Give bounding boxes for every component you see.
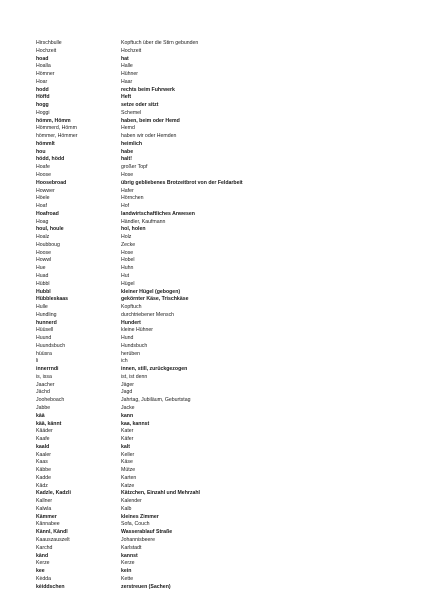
glossary-term: Kalwla bbox=[36, 505, 52, 512]
glossary-row bbox=[36, 312, 406, 320]
glossary-definition: Haar bbox=[121, 78, 133, 85]
glossary-row bbox=[36, 389, 406, 397]
glossary-term: Hoaf bbox=[36, 203, 47, 210]
glossary-row bbox=[36, 79, 406, 87]
glossary-row bbox=[36, 351, 406, 359]
glossary-definition: haben wir oder Hemden bbox=[121, 133, 177, 140]
glossary-definition: landwirtschaftliches Anwesen bbox=[121, 210, 195, 217]
glossary-term: Hoag bbox=[36, 218, 49, 225]
glossary-term: houl, houle bbox=[36, 226, 64, 233]
glossary-term: Kådz bbox=[36, 482, 48, 489]
glossary-term: Huundsbuch bbox=[36, 342, 66, 349]
glossary-term: Hoalz bbox=[36, 234, 50, 241]
glossary-term: Hoose bbox=[36, 249, 51, 256]
glossary-term: Kaauszauszelt bbox=[36, 537, 70, 543]
glossary-definition: Hemd bbox=[121, 125, 135, 132]
glossary-term: Kadde bbox=[36, 474, 52, 481]
glossary-row bbox=[36, 40, 406, 48]
glossary-definition: hat bbox=[121, 55, 129, 62]
glossary-row bbox=[36, 180, 406, 188]
glossary-definition: Zecke bbox=[121, 241, 136, 248]
glossary-row bbox=[36, 397, 406, 405]
glossary-definition: Katze bbox=[121, 482, 135, 489]
glossary-definition: kannst bbox=[121, 552, 138, 559]
glossary-term: kånd bbox=[36, 552, 49, 559]
glossary-term: Hübbleskaas bbox=[36, 296, 69, 303]
glossary-definition: haben, beim oder Hemd bbox=[121, 117, 180, 124]
glossary-row bbox=[36, 483, 406, 491]
glossary-row bbox=[36, 343, 406, 351]
glossary-row bbox=[36, 71, 406, 79]
glossary-definition: Hühner bbox=[121, 71, 139, 78]
glossary-definition: Johannisbeere bbox=[121, 537, 156, 543]
glossary-row bbox=[36, 63, 406, 71]
glossary-term: hömmlt bbox=[36, 140, 55, 147]
glossary-row bbox=[36, 366, 406, 374]
glossary-term: Hue bbox=[36, 265, 46, 272]
glossary-definition: Kopftuch über die Stirn gebunden bbox=[121, 40, 199, 46]
glossary-row bbox=[36, 545, 406, 553]
glossary-term: hoad bbox=[36, 55, 49, 62]
glossary-definition: kleine Hühner bbox=[121, 327, 154, 334]
glossary-row bbox=[36, 382, 406, 390]
glossary-term: Kerze bbox=[36, 560, 50, 567]
glossary-term: Kaaler bbox=[36, 451, 51, 458]
glossary-term: Karchd bbox=[36, 544, 53, 551]
glossary-definition: Hörnchen bbox=[121, 195, 144, 202]
glossary-term: Hoalla bbox=[36, 63, 51, 70]
glossary-row bbox=[36, 452, 406, 460]
glossary-term: Jooheboach bbox=[36, 397, 65, 404]
glossary-row bbox=[36, 110, 406, 118]
glossary-definition: Wasserablauf Straße bbox=[121, 529, 173, 536]
glossary-term: hömmer, Hömmer bbox=[36, 133, 78, 140]
glossary-row bbox=[36, 56, 406, 64]
glossary-definition: Hundert bbox=[121, 319, 141, 326]
glossary-term: Hoafe bbox=[36, 164, 50, 171]
glossary-term: hömm, Hömm bbox=[36, 117, 71, 124]
glossary-row bbox=[36, 211, 406, 219]
glossary-definition: Hügel bbox=[121, 280, 135, 287]
glossary-term: Hoosebroad bbox=[36, 179, 67, 186]
glossary-definition: Hafer bbox=[121, 187, 134, 194]
glossary-term: hodd bbox=[36, 86, 49, 93]
glossary-row bbox=[36, 405, 406, 413]
glossary-row bbox=[36, 413, 406, 421]
glossary-definition: Hut bbox=[121, 272, 130, 279]
glossary-row bbox=[36, 265, 406, 273]
glossary-definition: Kater bbox=[121, 428, 134, 435]
glossary-row bbox=[36, 188, 406, 196]
glossary-row bbox=[36, 102, 406, 110]
glossary-term: Käbbe bbox=[36, 467, 52, 474]
glossary-definition: Kopftuch bbox=[121, 304, 142, 311]
glossary-term: Kåmmer bbox=[36, 513, 57, 520]
glossary-definition: Hose bbox=[121, 249, 134, 256]
glossary-row bbox=[36, 250, 406, 258]
glossary-term: Höele bbox=[36, 195, 50, 202]
glossary-definition: Kette bbox=[121, 575, 134, 582]
glossary-definition: innen, still, zurückgezogen bbox=[121, 366, 188, 373]
glossary-row bbox=[36, 560, 406, 568]
glossary-row bbox=[36, 529, 406, 537]
glossary-definition: kleiner Hügel (gebogen) bbox=[121, 288, 181, 295]
glossary-term: Hoose bbox=[36, 172, 51, 179]
glossary-term: kaald bbox=[36, 443, 50, 450]
glossary-definition: übrig gebliebenes Brotzeitbrot von der Feldarbeit bbox=[121, 179, 243, 186]
glossary-definition: herüben bbox=[121, 350, 141, 357]
glossary-definition: Käfer bbox=[121, 436, 134, 443]
glossary-row bbox=[36, 172, 406, 180]
glossary-definition: Karten bbox=[121, 474, 137, 481]
glossary-definition: großer Topf bbox=[121, 164, 148, 171]
glossary-definition: Sofa, Couch bbox=[121, 521, 150, 528]
glossary-row bbox=[36, 374, 406, 382]
glossary-row bbox=[36, 576, 406, 584]
glossary-term: kåå bbox=[36, 412, 45, 419]
glossary-definition: hol, holen bbox=[121, 226, 146, 233]
glossary-definition: kann bbox=[121, 412, 134, 419]
glossary-definition: kleines Zimmer bbox=[121, 513, 159, 520]
glossary-term: Jabbe bbox=[36, 404, 51, 411]
glossary-definition: kalt bbox=[121, 443, 130, 450]
glossary-definition: Karlstadt bbox=[121, 544, 142, 551]
glossary-row bbox=[36, 281, 406, 289]
glossary-term: kee bbox=[36, 568, 45, 575]
glossary-term: Kaafe bbox=[36, 436, 50, 443]
glossary-term: Hömmerd, Hömm bbox=[36, 125, 77, 132]
glossary-row bbox=[36, 273, 406, 281]
glossary-definition: Holz bbox=[121, 234, 132, 241]
glossary-term: is, issa bbox=[36, 373, 52, 380]
glossary-definition: Jahrtag, Jubiläum, Geburtstag bbox=[121, 397, 191, 404]
glossary-term: Houbboug bbox=[36, 241, 60, 248]
glossary-row bbox=[36, 428, 406, 436]
glossary-term: innerrndi bbox=[36, 366, 59, 373]
glossary-term: Kallner bbox=[36, 498, 53, 505]
glossary-row bbox=[36, 87, 406, 95]
glossary-definition: Huhn bbox=[121, 265, 134, 272]
glossary-row bbox=[36, 234, 406, 242]
glossary-term: Hoar bbox=[36, 78, 48, 85]
glossary-term: Hoggi bbox=[36, 109, 50, 116]
glossary-row bbox=[36, 444, 406, 452]
glossary-definition: Kalender bbox=[121, 498, 142, 505]
glossary-definition: Jacke bbox=[121, 404, 135, 411]
glossary-row bbox=[36, 149, 406, 157]
glossary-term: Höffd bbox=[36, 94, 50, 101]
glossary-definition: Hochzeit bbox=[121, 47, 142, 54]
glossary-row bbox=[36, 421, 406, 429]
glossary-term: Kånnl, Kåndl bbox=[36, 529, 68, 536]
glossary-term: Hüüsell bbox=[36, 327, 54, 334]
glossary-definition: Heft bbox=[121, 94, 132, 101]
glossary-row bbox=[36, 459, 406, 467]
glossary-row bbox=[36, 203, 406, 211]
glossary-term: Hubbl bbox=[36, 288, 51, 295]
glossary-definition: Käse bbox=[121, 459, 133, 466]
glossary-term: Howwer bbox=[36, 187, 55, 194]
glossary-definition: ich bbox=[121, 358, 128, 365]
glossary-definition: Jäger bbox=[121, 381, 134, 388]
glossary-definition: gekörnter Käse, Trischkäse bbox=[121, 296, 189, 303]
glossary-row bbox=[36, 296, 406, 304]
glossary-row bbox=[36, 133, 406, 141]
glossary-term: Jaacher bbox=[36, 381, 55, 388]
glossary-row bbox=[36, 125, 406, 133]
glossary-row bbox=[36, 537, 406, 545]
glossary-definition: kein bbox=[121, 568, 132, 575]
glossary-definition: zerstreuen (Sachen) bbox=[121, 583, 171, 590]
glossary-definition: Jagd bbox=[121, 389, 133, 396]
glossary-row bbox=[36, 358, 406, 366]
glossary-row bbox=[36, 304, 406, 312]
glossary-term: Hundling bbox=[36, 311, 57, 318]
glossary-term: Kèdda bbox=[36, 575, 52, 582]
dialect-glossary bbox=[36, 40, 406, 591]
glossary-definition: Hund bbox=[121, 335, 134, 342]
glossary-term: Huund bbox=[36, 335, 52, 342]
glossary-row bbox=[36, 514, 406, 522]
glossary-row bbox=[36, 94, 406, 102]
glossary-definition: durchtriebener Mensch bbox=[121, 311, 175, 318]
glossary-row bbox=[36, 118, 406, 126]
glossary-definition: Keller bbox=[121, 451, 135, 458]
glossary-row bbox=[36, 164, 406, 172]
glossary-row bbox=[36, 506, 406, 514]
glossary-term: Howwl bbox=[36, 257, 52, 264]
glossary-definition: Halle bbox=[121, 63, 133, 70]
glossary-term: Kånnabee bbox=[36, 521, 60, 528]
glossary-row bbox=[36, 242, 406, 250]
glossary-term: Hulle bbox=[36, 304, 48, 311]
glossary-definition: kaa, kannst bbox=[121, 420, 150, 427]
glossary-row bbox=[36, 498, 406, 506]
glossary-term: li bbox=[36, 358, 39, 365]
glossary-term: Jächd bbox=[36, 389, 50, 396]
glossary-term: Hoafroad bbox=[36, 210, 59, 217]
glossary-definition: Schemel bbox=[121, 109, 142, 116]
glossary-row bbox=[36, 226, 406, 234]
glossary-row bbox=[36, 335, 406, 343]
glossary-row bbox=[36, 521, 406, 529]
glossary-row bbox=[36, 320, 406, 328]
glossary-definition: Händler, Kaufmann bbox=[121, 218, 166, 225]
glossary-term: Huad bbox=[36, 272, 49, 279]
glossary-definition: heimlich bbox=[121, 140, 143, 147]
glossary-definition: Kalb bbox=[121, 505, 132, 512]
glossary-term: hou bbox=[36, 148, 46, 155]
glossary-row bbox=[36, 219, 406, 227]
glossary-definition: Kerze bbox=[121, 560, 135, 567]
glossary-term: Kadzle, Kadzli bbox=[36, 490, 71, 497]
glossary-term: hogg bbox=[36, 102, 49, 109]
glossary-row bbox=[36, 584, 406, 592]
glossary-definition: Hose bbox=[121, 172, 134, 179]
glossary-term: Hömner bbox=[36, 71, 55, 78]
glossary-definition: habe bbox=[121, 148, 134, 155]
glossary-term: kää, kännt bbox=[36, 420, 62, 427]
glossary-definition: Hobel bbox=[121, 257, 135, 264]
glossary-term: Kaas bbox=[36, 459, 48, 466]
glossary-row bbox=[36, 553, 406, 561]
glossary-term: hunnerd bbox=[36, 319, 57, 326]
glossary-term: Kåäder bbox=[36, 428, 53, 435]
glossary-row bbox=[36, 327, 406, 335]
glossary-row bbox=[36, 141, 406, 149]
glossary-definition: ist, ist denn bbox=[121, 373, 148, 380]
glossary-row bbox=[36, 568, 406, 576]
glossary-definition: setze oder sitzt bbox=[121, 102, 159, 109]
glossary-row bbox=[36, 48, 406, 56]
glossary-term: hüüsra bbox=[36, 350, 52, 357]
glossary-row bbox=[36, 436, 406, 444]
glossary-definition: Kätzchen, Einzahl und Mehrzahl bbox=[121, 490, 200, 497]
glossary-row bbox=[36, 467, 406, 475]
glossary-definition: Mütze bbox=[121, 467, 136, 474]
glossary-row bbox=[36, 257, 406, 265]
glossary-row bbox=[36, 156, 406, 164]
glossary-term: Hochzeit bbox=[36, 47, 57, 54]
glossary-definition: Hundsbuch bbox=[121, 342, 148, 349]
glossary-definition: Hof bbox=[121, 203, 130, 210]
glossary-row bbox=[36, 475, 406, 483]
glossary-row bbox=[36, 490, 406, 498]
glossary-term: Hirschbulle bbox=[36, 40, 62, 46]
glossary-term: hödd, hödd bbox=[36, 156, 65, 163]
glossary-term: Hübbl bbox=[36, 280, 50, 287]
glossary-term: kèiddschen bbox=[36, 583, 65, 590]
glossary-definition: halt! bbox=[121, 156, 132, 163]
glossary-definition: rechts beim Fuhrwerk bbox=[121, 86, 175, 93]
glossary-row bbox=[36, 195, 406, 203]
glossary-row bbox=[36, 289, 406, 297]
